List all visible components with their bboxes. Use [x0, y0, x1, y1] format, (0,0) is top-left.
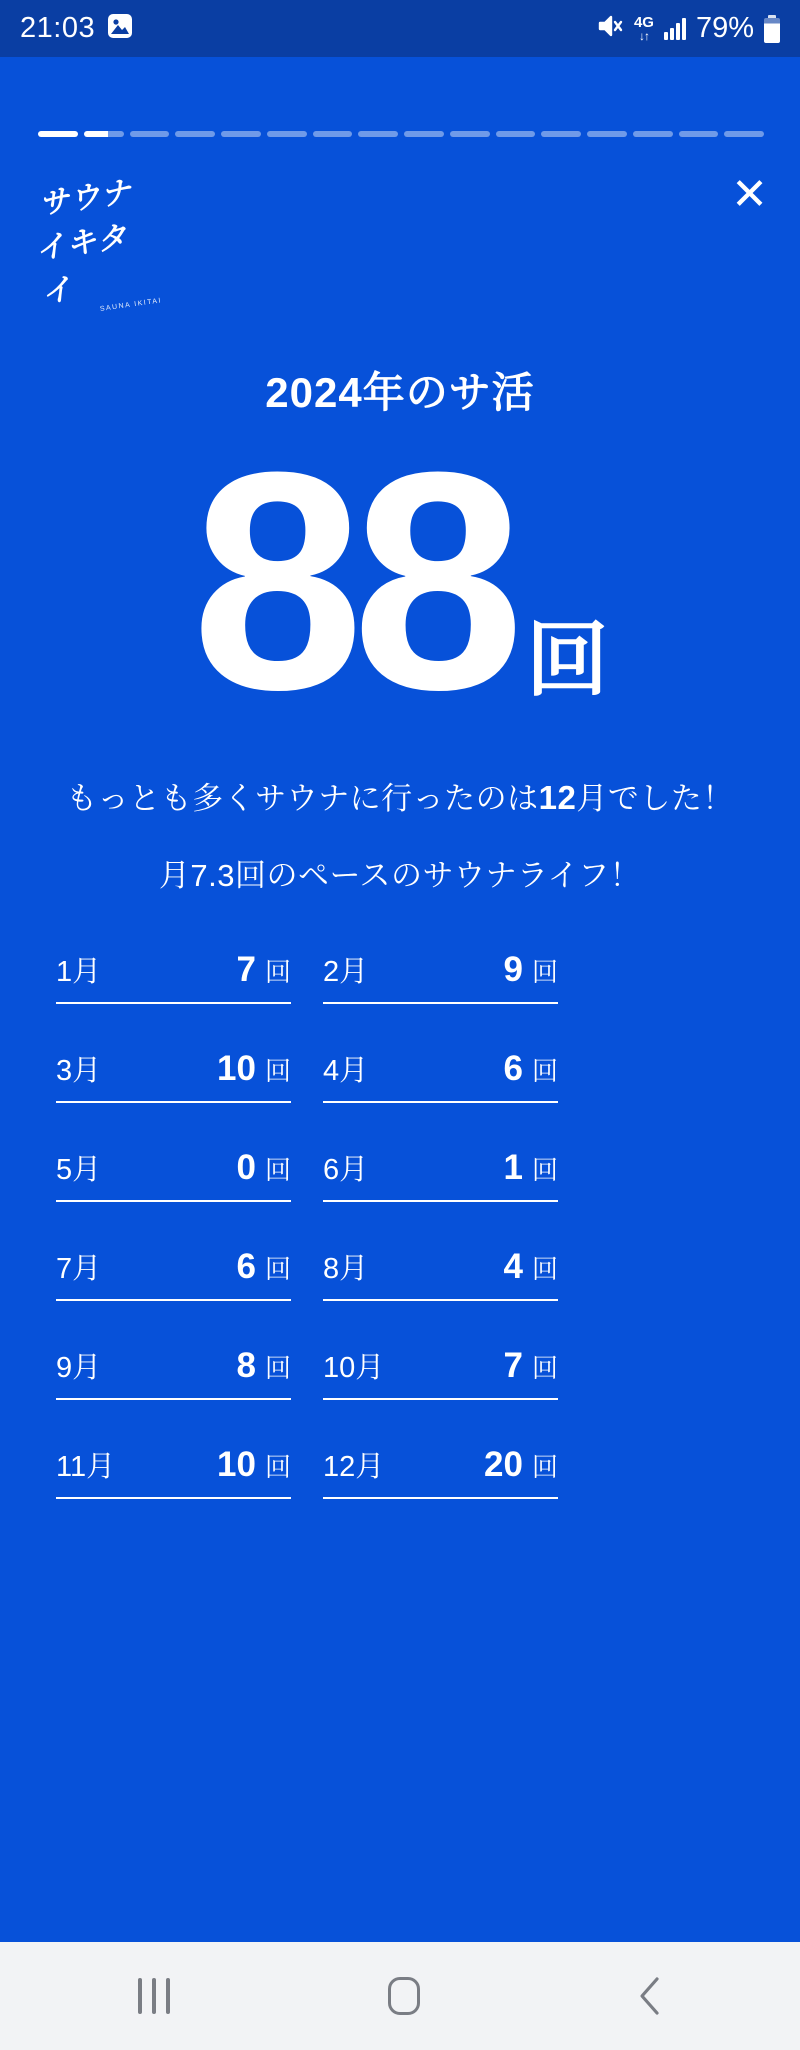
month-label: 4月 [323, 1054, 369, 1087]
recents-button[interactable] [128, 1968, 180, 2024]
total-count-unit: 回 [526, 615, 609, 706]
month-value [237, 950, 291, 990]
progress-dash [587, 131, 627, 137]
month-count: 4 [503, 1246, 523, 1286]
month-count-unit: 回 [531, 1253, 558, 1284]
progress-dash [450, 131, 490, 137]
progress-dash [175, 131, 215, 137]
progress-dash [724, 131, 764, 137]
month-row [323, 1246, 558, 1301]
month-value [504, 950, 558, 990]
month-label: 11月 [56, 1450, 116, 1483]
month-count: 9 [503, 949, 523, 989]
month-count-unit: 回 [264, 1154, 291, 1185]
month-row [56, 1246, 291, 1301]
progress-dash [38, 131, 78, 137]
progress-dash [267, 131, 307, 137]
month-count: 10 [217, 1048, 256, 1088]
story-content [0, 131, 800, 2016]
pace-text: 月7.3回のペースのサウナライフ！ [158, 857, 642, 893]
home-icon [388, 1977, 420, 2015]
month-value [484, 1445, 558, 1485]
back-button[interactable] [628, 1966, 672, 2026]
month-count: 10 [217, 1444, 256, 1484]
month-row [323, 1444, 558, 1499]
month-value [504, 1148, 558, 1188]
progress-dash [633, 131, 673, 137]
month-count-unit: 回 [264, 1352, 291, 1383]
status-time: 21:03 [20, 12, 96, 44]
progress-dash [313, 131, 353, 137]
month-count-unit: 回 [531, 1451, 558, 1482]
month-count: 8 [236, 1345, 256, 1385]
highlight-text [0, 773, 800, 818]
gallery-notification-icon [107, 13, 133, 44]
status-bar [0, 0, 800, 57]
progress-dash [358, 131, 398, 137]
month-row [56, 1048, 291, 1103]
month-label: 5月 [56, 1153, 102, 1186]
android-nav-bar [0, 1942, 800, 2050]
mute-icon [596, 12, 624, 45]
month-value [217, 1445, 291, 1485]
close-button[interactable]: ✕ [731, 170, 768, 219]
highlight-suffix: 月でした！ [576, 780, 734, 816]
month-count: 6 [236, 1246, 256, 1286]
month-count: 7 [236, 949, 256, 989]
highlight-month: 12 [538, 778, 577, 816]
battery-percent: 79% [695, 12, 754, 44]
battery-icon [764, 15, 780, 43]
month-count: 6 [503, 1048, 523, 1088]
logo-line2: イキタイ [33, 220, 130, 310]
progress-dash [130, 131, 170, 137]
month-count: 1 [503, 1147, 523, 1187]
month-count-unit: 回 [531, 1154, 558, 1185]
month-label: 10月 [323, 1351, 385, 1384]
story-progress [38, 131, 764, 137]
month-row [56, 1345, 291, 1400]
chevron-left-icon [638, 1976, 662, 2016]
month-count-unit: 回 [264, 1451, 291, 1482]
month-value [504, 1049, 558, 1089]
month-count: 20 [484, 1444, 523, 1484]
month-count: 7 [503, 1345, 523, 1385]
month-row [323, 1048, 558, 1103]
month-row [56, 949, 291, 1004]
home-button[interactable] [378, 1967, 430, 2025]
month-count-unit: 回 [264, 1253, 291, 1284]
highlight-prefix: もっとも多くサウナに行ったのは [66, 780, 539, 816]
progress-dash [404, 131, 444, 137]
month-value [237, 1247, 291, 1287]
total-count-number: 88 [191, 407, 513, 754]
month-count-unit: 回 [264, 1055, 291, 1086]
month-label: 1月 [56, 955, 102, 988]
month-row [56, 1444, 291, 1499]
progress-dash [679, 131, 719, 137]
month-label: 8月 [323, 1252, 369, 1285]
month-count-unit: 回 [531, 956, 558, 987]
month-label: 3月 [56, 1054, 102, 1087]
month-row [323, 1147, 558, 1202]
month-row [323, 949, 558, 1004]
progress-dash [541, 131, 581, 137]
progress-dash [496, 131, 536, 137]
month-label: 2月 [323, 955, 369, 988]
progress-dash [221, 131, 261, 137]
month-label: 7月 [56, 1252, 102, 1285]
month-value [237, 1346, 291, 1386]
month-count-unit: 回 [531, 1352, 558, 1383]
month-value [504, 1247, 558, 1287]
month-count-unit: 回 [531, 1055, 558, 1086]
recents-icon [138, 1978, 170, 2014]
signal-icon [664, 18, 686, 40]
month-grid [56, 949, 558, 1499]
month-count-unit: 回 [264, 956, 291, 987]
month-label: 9月 [56, 1351, 102, 1384]
month-value [217, 1049, 291, 1089]
month-count: 0 [236, 1147, 256, 1187]
logo-subtext: SAUNA IKITAI [99, 297, 163, 313]
total-visit-count [0, 407, 800, 754]
page-title: 2024年のサ活 [265, 369, 535, 416]
month-label: 6月 [323, 1153, 369, 1186]
month-value [504, 1346, 558, 1386]
progress-dash [84, 131, 124, 137]
month-value [237, 1148, 291, 1188]
story-header [26, 167, 768, 322]
month-row [56, 1147, 291, 1202]
network-4g-icon: 4G ↓↑ [633, 14, 654, 43]
month-label: 12月 [323, 1450, 385, 1483]
sauna-ikitai-logo [26, 165, 162, 321]
logo-line1: サウナ [37, 175, 134, 222]
month-row [323, 1345, 558, 1400]
